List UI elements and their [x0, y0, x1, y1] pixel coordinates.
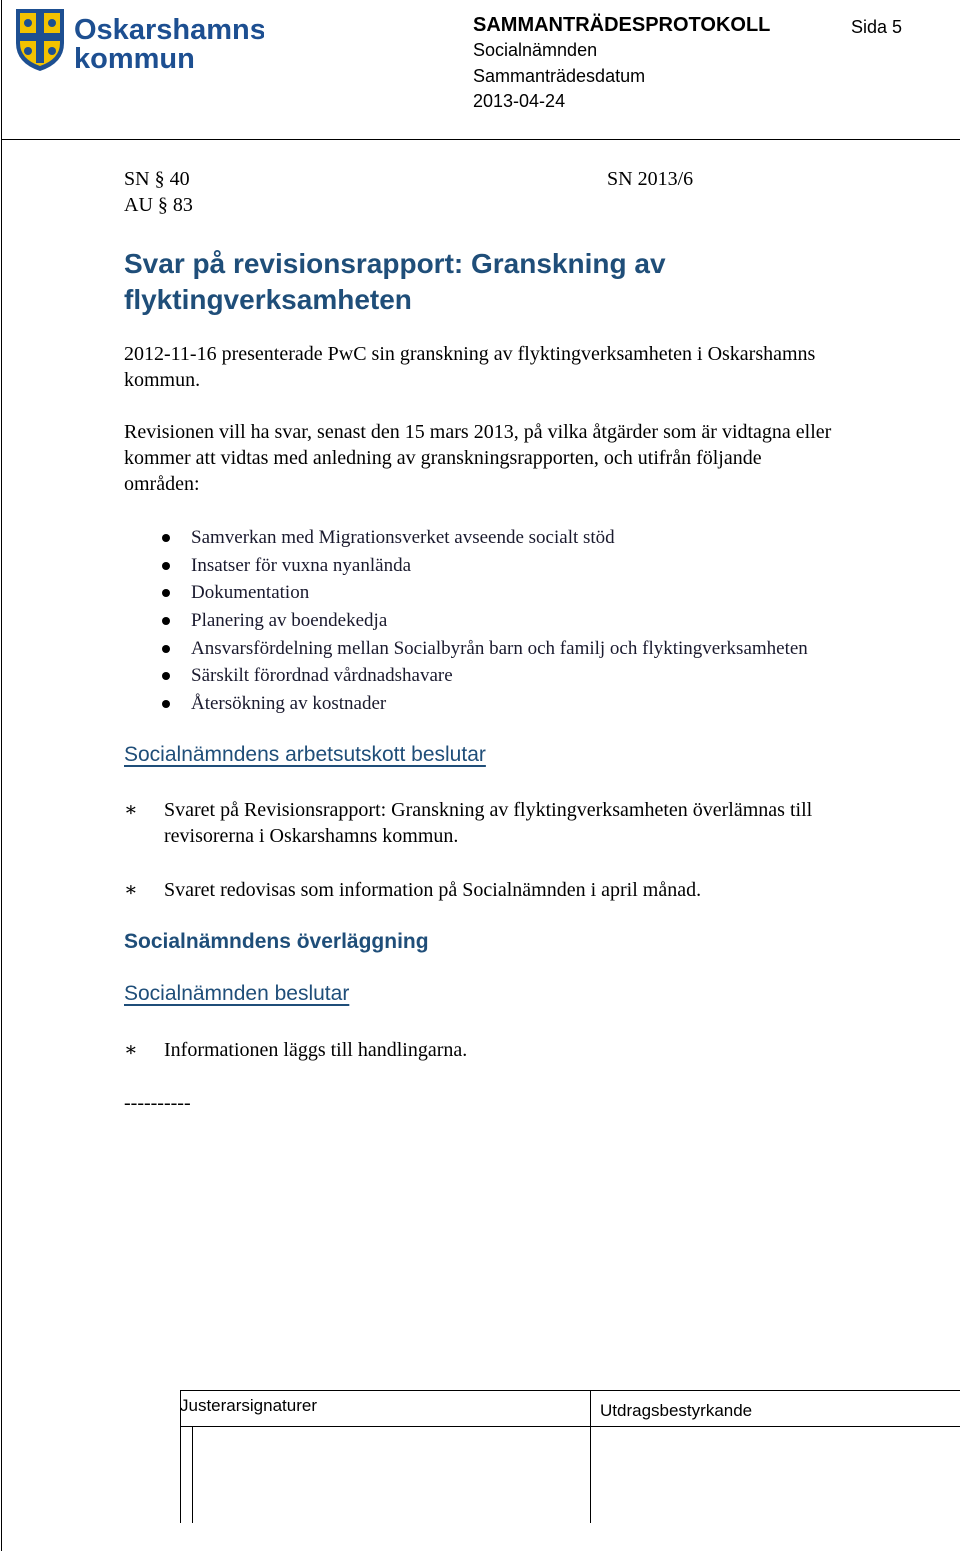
asterisk-icon: ∗	[124, 879, 138, 901]
section-sign-icon: §	[157, 194, 168, 216]
bullet-icon	[162, 562, 170, 570]
meeting-date-label: Sammanträdesdatum	[473, 66, 646, 86]
bullet-icon	[162, 617, 170, 625]
au-number: AU § 83	[124, 194, 193, 216]
meeting-date: 2013-04-24	[473, 91, 566, 111]
footer-top-rule	[180, 1390, 960, 1391]
list-item: Dokumentation	[162, 579, 808, 607]
logo-text-line2: kommun	[74, 43, 195, 75]
bullet-icon	[162, 589, 170, 597]
au-decision-heading: Socialnämndens arbetsutskott beslutar	[124, 743, 486, 766]
asterisk-icon: ∗	[124, 1039, 138, 1061]
case-reference: SN 2013/6	[607, 168, 694, 190]
footer-center-rule	[590, 1390, 591, 1523]
asterisk-icon: ∗	[124, 799, 138, 821]
request-paragraph: Revisionen vill ha svar, senast den 15 mars 2013, på vilka åtgärder som är vidtagna eller kommer att vidtas med anledning av granskningsrapporten, och utifrån följande områden:	[124, 421, 832, 495]
list-item: Särskilt förordnad vårdnadshavare	[162, 662, 808, 690]
bullet-icon	[162, 672, 170, 680]
extract-label: Utdragsbestyrkande	[600, 1401, 753, 1420]
footer-mid-rule	[180, 1426, 960, 1427]
municipality-logo	[14, 5, 264, 75]
signatures-label: Justerarsignaturer	[180, 1396, 318, 1415]
list-item: Planering av boendekedja	[162, 607, 808, 635]
list-item: Insatser för vuxna nyanlända	[162, 552, 808, 580]
page-left-border	[1, 0, 2, 1551]
deliberation-heading: Socialnämndens överläggning	[124, 930, 429, 953]
intro-paragraph: 2012-11-16 presenterade PwC sin granskning av flyktingverksamheten i Oskarshamns kommun.	[124, 343, 816, 391]
bullet-icon	[162, 700, 170, 708]
header-divider	[1, 139, 960, 140]
coat-of-arms-icon	[16, 9, 64, 71]
committee-name: Socialnämnden	[473, 40, 598, 60]
review-areas-list	[162, 524, 808, 718]
bullet-icon	[162, 645, 170, 653]
end-marker: ----------	[124, 1092, 191, 1114]
list-item: Samverkan med Migrationsverket avseende socialt stöd	[162, 524, 808, 552]
section-number: SN § 40	[124, 168, 190, 190]
logo-text-line1: Oskarshamns	[74, 14, 264, 46]
page-title: Svar på revisionsrapport: Granskning av flyktingverksamheten	[124, 248, 666, 315]
document-type: SAMMANTRÄDESPROTOKOLL	[473, 14, 771, 36]
list-item: Ansvarsfördelning mellan Socialbyrån barn och familj och flyktingverksamheten	[162, 635, 808, 663]
footer-inner-rule	[192, 1426, 193, 1523]
section-sign-icon: §	[154, 168, 165, 190]
page-number: Sida 5	[851, 17, 903, 37]
sn-decision-heading: Socialnämnden beslutar	[124, 982, 350, 1005]
list-item: Återsökning av kostnader	[162, 690, 808, 718]
bullet-icon	[162, 534, 170, 542]
